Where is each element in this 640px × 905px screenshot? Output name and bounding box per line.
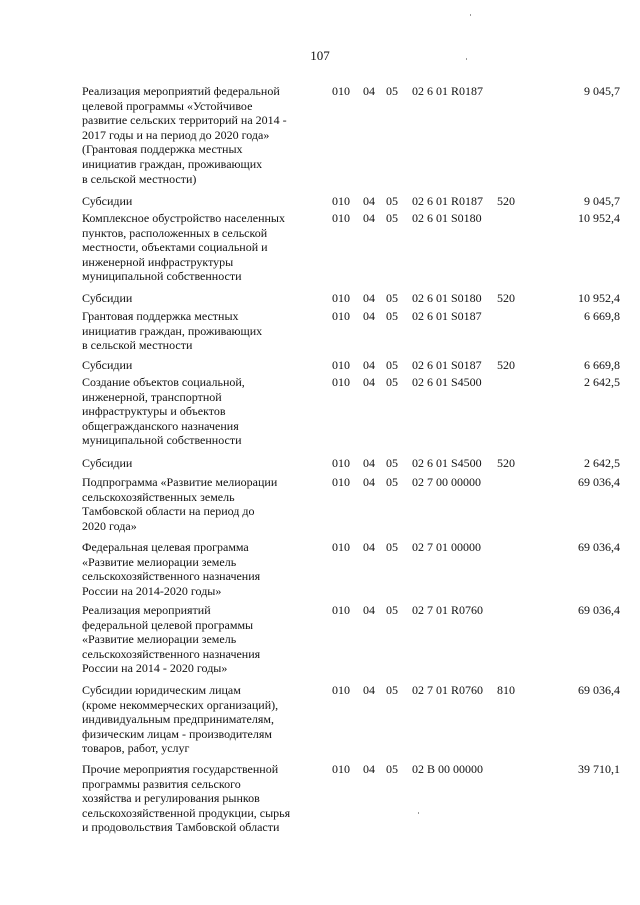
row-ved: 010 xyxy=(332,475,350,489)
row-ved: 010 xyxy=(332,375,350,389)
row-csr: 02 6 01 S4500 xyxy=(412,456,482,470)
row-sum: 69 036,4 xyxy=(578,683,620,697)
row-csr: 02 6 01 R0187 xyxy=(412,194,484,208)
row-ved: 010 xyxy=(332,194,350,208)
scan-speck xyxy=(470,14,471,16)
row-pr: 05 xyxy=(386,291,398,305)
row-ved: 010 xyxy=(332,683,350,697)
row-csr: 02 7 01 00000 xyxy=(412,540,481,554)
row-rz: 04 xyxy=(363,291,375,305)
row-rz: 04 xyxy=(363,456,375,470)
row-sum: 9 045,7 xyxy=(584,194,620,208)
row-name: Реализация мероприятий федеральной целевой программы «Развитие мелиорации земель сельскохозяйственного назначения России на 2014 - 2020 годы» xyxy=(82,603,261,676)
row-ved: 010 xyxy=(332,211,350,225)
row-csr: 02 6 01 S4500 xyxy=(412,375,482,389)
row-name: Субсидии xyxy=(82,358,133,372)
row-name: Грантовая поддержка местных инициатив граждан, проживающих в сельской местности xyxy=(82,309,263,353)
scan-speck xyxy=(418,812,419,814)
scan-speck xyxy=(466,58,467,60)
row-ved: 010 xyxy=(332,456,350,470)
row-pr: 05 xyxy=(386,194,398,208)
row-pr: 05 xyxy=(386,211,398,225)
row-sum: 6 669,8 xyxy=(584,309,620,323)
row-rz: 04 xyxy=(363,762,375,776)
row-name: Субсидии xyxy=(82,194,133,208)
row-vr: 520 xyxy=(497,358,515,372)
row-pr: 05 xyxy=(386,762,398,776)
row-rz: 04 xyxy=(363,475,375,489)
row-name: Реализация мероприятий федеральной целевой программы «Устойчивое развитие сельских территорий на 2014 - 2017 годы и на период до 2020 года» (Грантовая поддержка местных инициатив граждан, проживающих в сельской местности) xyxy=(82,84,287,186)
row-vr: 520 xyxy=(497,291,515,305)
row-name: Субсидии юридическим лицам (кроме некоммерческих организаций), индивидуальным предпринимателям, физическим лицам - производителям товаров, работ, услуг xyxy=(82,683,279,756)
row-sum: 10 952,4 xyxy=(578,211,620,225)
row-vr: 520 xyxy=(497,456,515,470)
row-csr: 02 6 01 R0187 xyxy=(412,84,484,98)
row-pr: 05 xyxy=(386,456,398,470)
row-ved: 010 xyxy=(332,540,350,554)
row-pr: 05 xyxy=(386,683,398,697)
row-name: Субсидии xyxy=(82,456,133,470)
row-csr: 02 В 00 00000 xyxy=(412,762,484,776)
row-sum: 6 669,8 xyxy=(584,358,620,372)
row-name: Создание объектов социальной, инженерной, транспортной инфраструктуры и объектов общегражданского назначения муниципальной собственности xyxy=(82,375,245,448)
row-rz: 04 xyxy=(363,540,375,554)
row-sum: 69 036,4 xyxy=(578,475,620,489)
row-pr: 05 xyxy=(386,475,398,489)
row-vr: 520 xyxy=(497,194,515,208)
row-sum: 39 710,1 xyxy=(578,762,620,776)
row-name: Комплексное обустройство населенных пунктов, расположенных в сельской местности, объектами социальной и инженерной инфраструктуры муниципальной собственности xyxy=(82,211,285,284)
row-rz: 04 xyxy=(363,375,375,389)
row-rz: 04 xyxy=(363,194,375,208)
row-sum: 2 642,5 xyxy=(584,375,620,389)
row-ved: 010 xyxy=(332,291,350,305)
row-pr: 05 xyxy=(386,309,398,323)
row-csr: 02 6 01 S0180 xyxy=(412,211,482,225)
row-csr: 02 7 01 R0760 xyxy=(412,603,484,617)
row-sum: 10 952,4 xyxy=(578,291,620,305)
row-pr: 05 xyxy=(386,603,398,617)
row-pr: 05 xyxy=(386,375,398,389)
row-ved: 010 xyxy=(332,762,350,776)
row-sum: 69 036,4 xyxy=(578,603,620,617)
row-sum: 69 036,4 xyxy=(578,540,620,554)
row-vr: 810 xyxy=(497,683,515,697)
row-name: Подпрограмма «Развитие мелиорации сельскохозяйственных земель Тамбовской области на период до 2020 года» xyxy=(82,475,278,533)
row-sum: 9 045,7 xyxy=(584,84,620,98)
row-name: Субсидии xyxy=(82,291,133,305)
row-csr: 02 7 00 00000 xyxy=(412,475,481,489)
row-csr: 02 6 01 S0180 xyxy=(412,291,482,305)
row-pr: 05 xyxy=(386,358,398,372)
row-sum: 2 642,5 xyxy=(584,456,620,470)
row-csr: 02 6 01 S0187 xyxy=(412,309,482,323)
row-rz: 04 xyxy=(363,211,375,225)
row-pr: 05 xyxy=(386,84,398,98)
row-rz: 04 xyxy=(363,84,375,98)
row-ved: 010 xyxy=(332,309,350,323)
row-name: Федеральная целевая программа «Развитие мелиорации земель сельскохозяйственного назначения России на 2014-2020 годы» xyxy=(82,540,261,598)
row-ved: 010 xyxy=(332,84,350,98)
row-csr: 02 6 01 S0187 xyxy=(412,358,482,372)
row-rz: 04 xyxy=(363,683,375,697)
row-rz: 04 xyxy=(363,358,375,372)
page-number: 107 xyxy=(310,48,330,63)
row-ved: 010 xyxy=(332,603,350,617)
row-ved: 010 xyxy=(332,358,350,372)
row-rz: 04 xyxy=(363,309,375,323)
row-pr: 05 xyxy=(386,540,398,554)
row-csr: 02 7 01 R0760 xyxy=(412,683,484,697)
row-name: Прочие мероприятия государственной программы развития сельского хозяйства и регулирования рынков сельскохозяйственной продукции, сырья и продовольствия Тамбовской области xyxy=(82,762,291,835)
row-rz: 04 xyxy=(363,603,375,617)
